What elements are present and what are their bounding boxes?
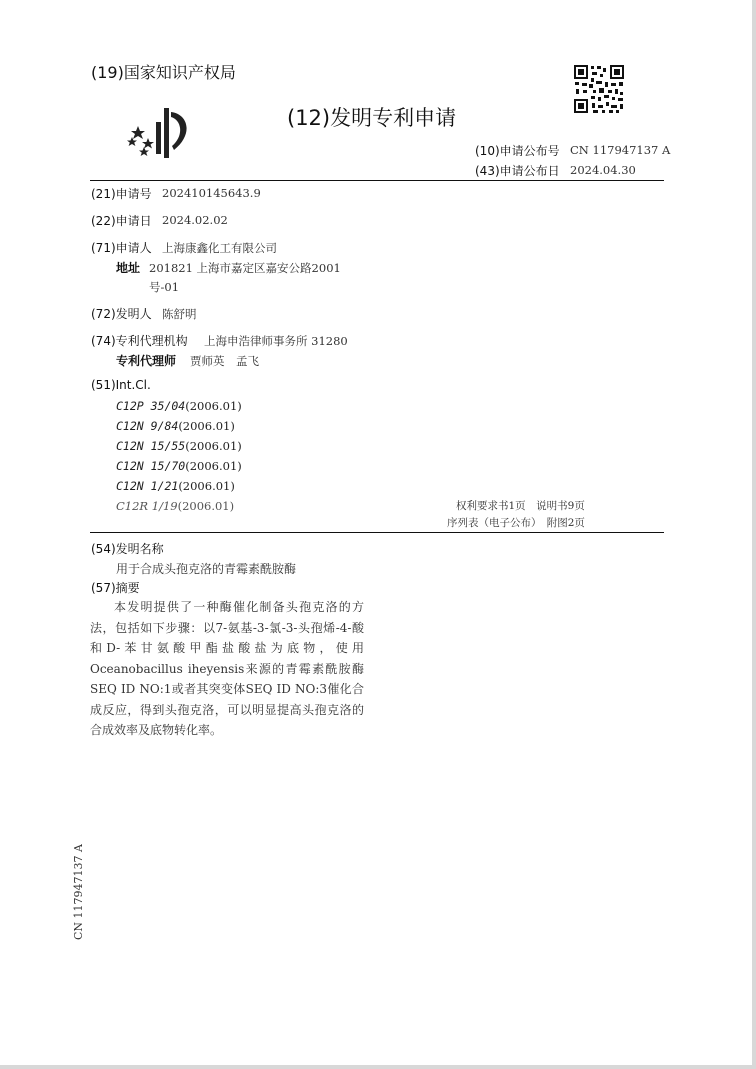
applicant-value: 上海康鑫化工有限公司 [162,241,277,255]
ipc-classification-item: C12P 35/04(2006.01) [116,399,242,413]
address-value-line1: 201821 上海市嘉定区嘉安公路2001 [149,261,341,275]
patent-agency-label: (74)专利代理机构 [91,334,188,348]
inventor-label: (72)发明人 [91,307,152,321]
ipc-classification-item: C12N 1/21(2006.01) [116,479,235,493]
filing-date-label: (22)申请日 [91,214,152,228]
biblio-divider [90,532,664,533]
abstract-text: 本发明提供了一种酶催化制备头孢克洛的方法，包括如下步骤：以7-氨基-3-氯-3-头孢烯-4-酸和D-苯甘氨酸甲酯盐酸盐为底物，使用Oceanobacillus iheyensis来源的青霉素酰胺酶SEQ ID NO:1或者其突变体SEQ ID NO:3催化合成反应，得到头孢克洛，可以明显提高头孢克洛的合成效率及底物转化率。 [90,600,364,737]
application-number-value: 202410145643.9 [162,186,261,200]
page-counts-line1: 权利要求书1页 说明书9页 [456,500,585,512]
publication-number-value: CN 117947137 A [570,143,671,157]
cnipa-logo-icon [124,104,194,160]
int-cl-label: (51)Int.Cl. [91,378,151,392]
ipc-classification-item: C12N 15/70(2006.01) [116,459,242,473]
page-border-bottom [0,1065,756,1069]
ipc-classification-item: C12N 15/55(2006.01) [116,439,242,453]
patent-agency-value: 上海申浩律师事务所 31280 [204,334,348,348]
invention-title-label: (54)发明名称 [91,542,164,556]
inventor-value: 陈舒明 [162,307,197,321]
publication-date-label: (43)申请公布日 [475,164,560,178]
document-type-title: (12)发明专利申请 [287,106,457,130]
abstract-label: (57)摘要 [91,581,140,595]
applicant-label: (71)申请人 [91,241,152,255]
qr-code-icon [573,64,625,114]
page-border-right [752,0,756,1069]
filing-date-value: 2024.02.02 [162,213,228,227]
address-value-line2: 号-01 [149,280,180,294]
ipc-classification-item: C12R 1/19(2006.01) [116,499,235,513]
address-label: 地址 [116,261,141,275]
publication-number-label: (10)申请公布号 [475,144,560,158]
patent-agent-value: 贾师英 孟飞 [190,354,259,368]
header-divider [90,180,664,181]
patent-agent-label: 专利代理师 [116,354,177,368]
publication-date-value: 2024.04.30 [570,163,636,177]
page-counts-line2: 序列表（电子公布） 附图2页 [447,517,585,529]
application-number-label: (21)申请号 [91,187,152,201]
invention-title-value: 用于合成头孢克洛的青霉素酰胺酶 [116,562,297,576]
office-name: (19)国家知识产权局 [91,63,236,82]
ipc-classification-item: C12N 9/84(2006.01) [116,419,235,433]
side-publication-number: CN 117947137 A [72,844,85,940]
